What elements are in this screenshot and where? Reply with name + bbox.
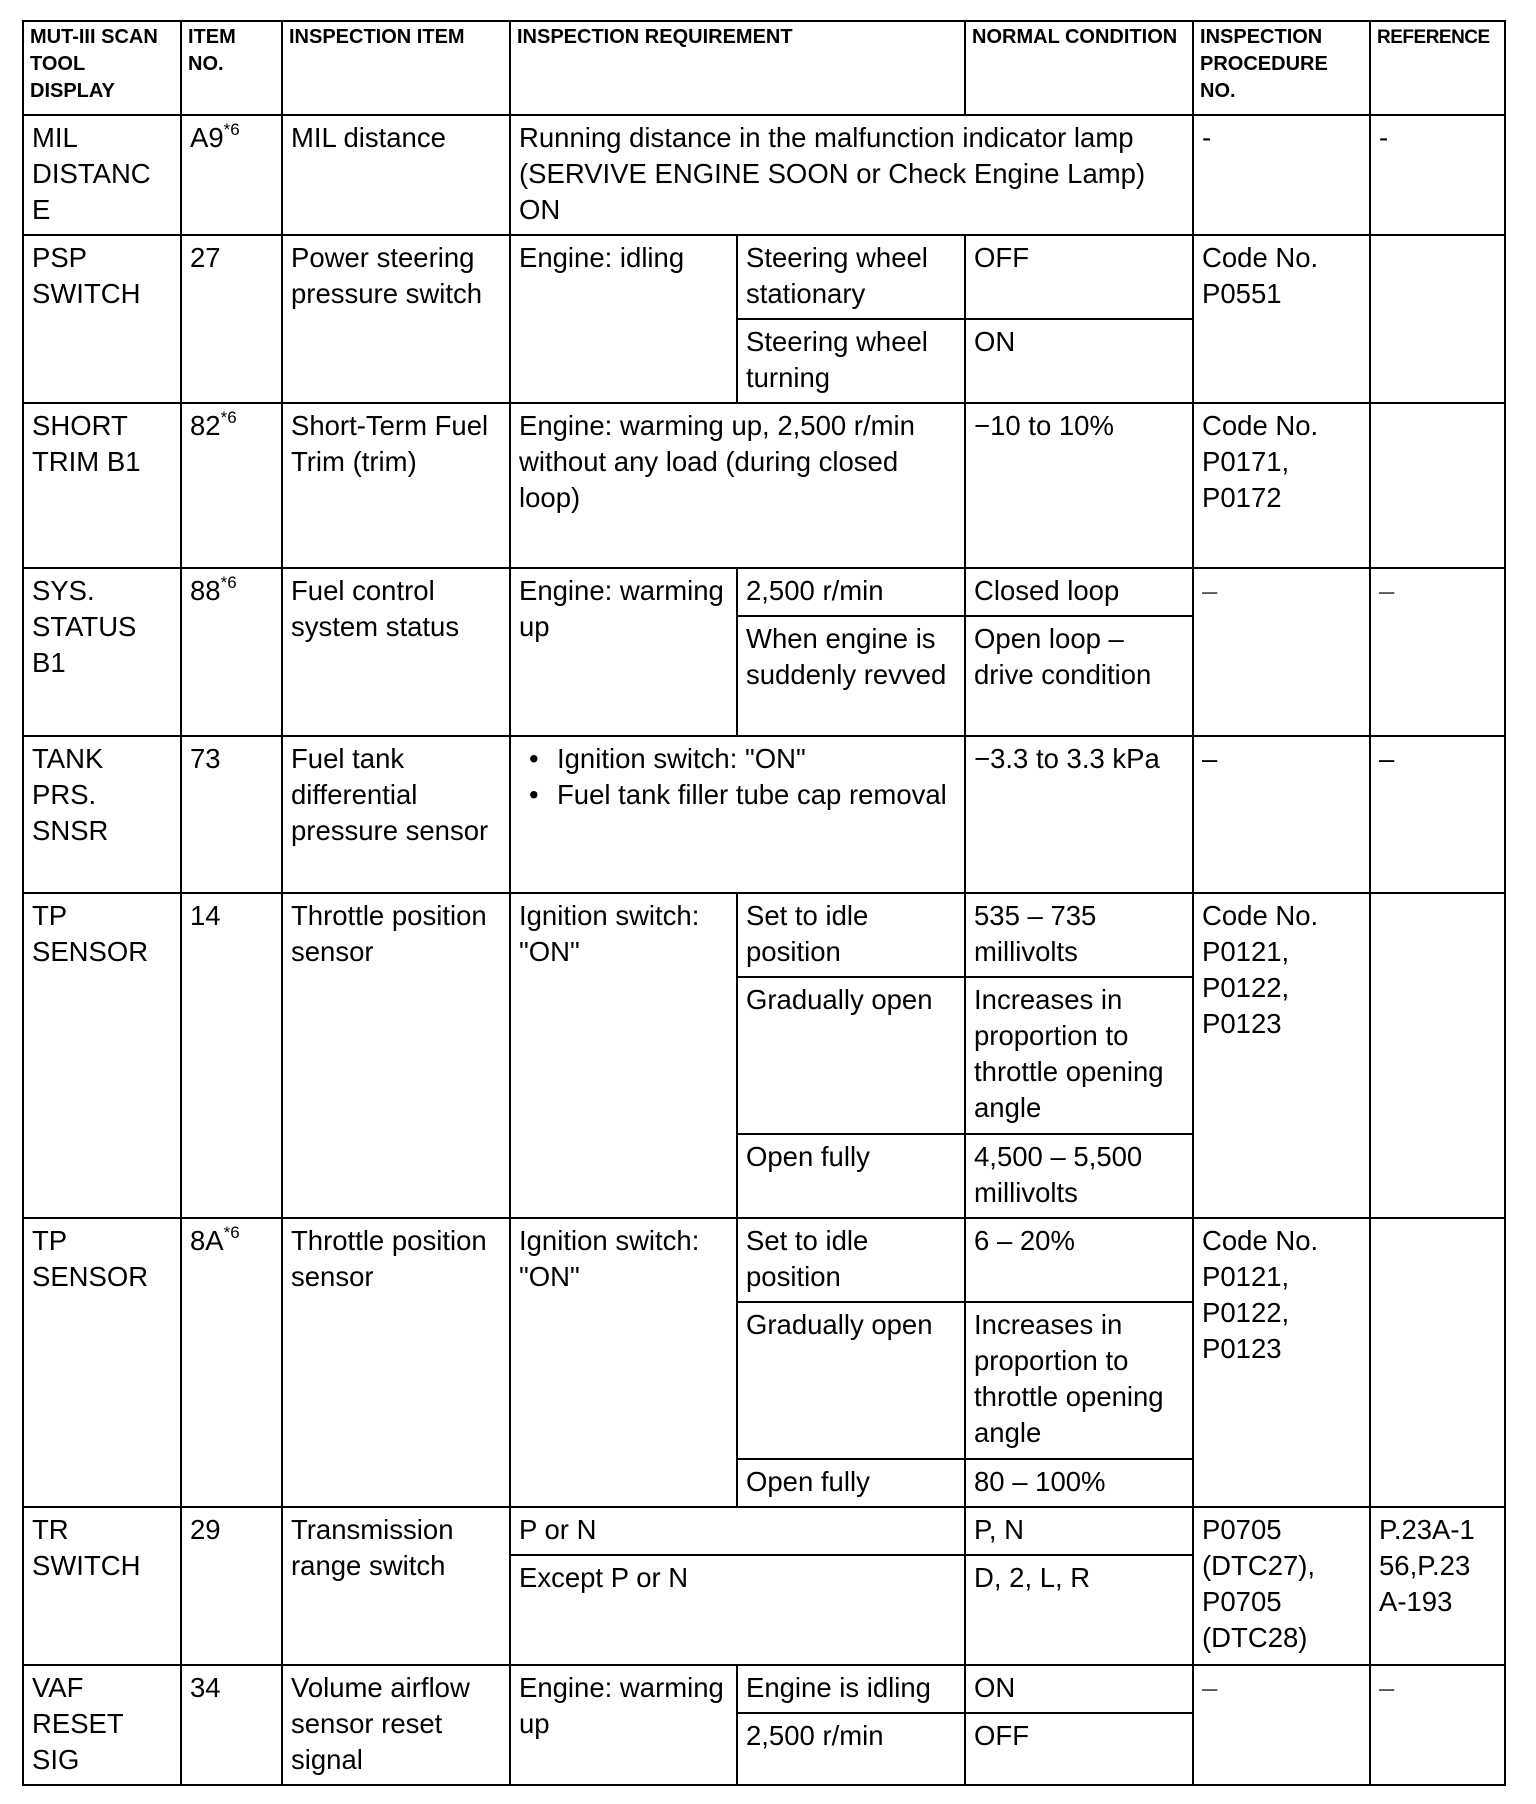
condition-cell: Steering wheel turning bbox=[737, 319, 965, 403]
procedure-cell: – bbox=[1193, 1665, 1370, 1785]
condition-cell: Set to idle position bbox=[737, 1218, 965, 1302]
requirement-cell: Engine: warming up bbox=[510, 568, 737, 736]
display-cell: TP SENSOR bbox=[23, 1218, 181, 1507]
normal-cell: Increases in proportion to throttle opening angle bbox=[965, 1302, 1193, 1459]
normal-cell: −3.3 to 3.3 kPa bbox=[965, 736, 1193, 893]
requirement-cell: Engine: idling bbox=[510, 235, 737, 403]
reference-cell: – bbox=[1370, 568, 1505, 736]
footnote-mark: *6 bbox=[220, 408, 237, 427]
table-row bbox=[23, 403, 1505, 568]
normal-cell: Open loop – drive condition bbox=[965, 616, 1193, 736]
procedure-cell: – bbox=[1193, 568, 1370, 736]
procedure-cell: – bbox=[1193, 736, 1370, 893]
table-row bbox=[23, 568, 1505, 616]
header-row bbox=[23, 21, 1505, 115]
table-row bbox=[23, 1507, 1505, 1555]
display-cell: TP SENSOR bbox=[23, 893, 181, 1218]
requirement-list bbox=[519, 741, 956, 813]
display-cell: SHORT TRIM B1 bbox=[23, 403, 181, 568]
procedure-cell: Code No. P0171, P0172 bbox=[1193, 403, 1370, 568]
display-cell: MIL DISTANC E bbox=[23, 115, 181, 235]
header-item: INSPECTION ITEM bbox=[282, 21, 510, 115]
item-no-cell bbox=[181, 568, 282, 736]
requirement-cell: Engine: warming up, 2,500 r/min without any load (during closed loop) bbox=[510, 403, 965, 568]
display-cell: TANK PRS. SNSR bbox=[23, 736, 181, 893]
footnote-mark: *6 bbox=[223, 120, 240, 139]
item-cell: Short-Term Fuel Trim (trim) bbox=[282, 403, 510, 568]
header-item-no: ITEM NO. bbox=[181, 21, 282, 115]
procedure-cell: Code No. P0551 bbox=[1193, 235, 1370, 403]
item-no: 82 bbox=[190, 410, 221, 441]
item-no-cell bbox=[181, 1218, 282, 1507]
reference-cell bbox=[1370, 235, 1505, 403]
normal-cell: 6 – 20% bbox=[965, 1218, 1193, 1302]
header-requirement: INSPECTION REQUIREMENT bbox=[510, 21, 965, 115]
requirement-cell: P or N bbox=[510, 1507, 965, 1555]
normal-cell: −10 to 10% bbox=[965, 403, 1193, 568]
footnote-mark: *6 bbox=[223, 1223, 240, 1242]
table-row bbox=[23, 893, 1505, 977]
condition-cell: Set to idle position bbox=[737, 893, 965, 977]
normal-cell: ON bbox=[965, 319, 1193, 403]
footnote-mark: *6 bbox=[220, 573, 237, 592]
list-item: • Ignition switch: "ON" bbox=[519, 741, 956, 777]
reference-cell bbox=[1370, 1218, 1505, 1507]
item-cell: Volume airflow sensor reset signal bbox=[282, 1665, 510, 1785]
item-cell: Fuel control system status bbox=[282, 568, 510, 736]
normal-cell: 535 – 735 millivolts bbox=[965, 893, 1193, 977]
condition-cell: Open fully bbox=[737, 1134, 965, 1218]
condition-cell: When engine is suddenly revved bbox=[737, 616, 965, 736]
table-row bbox=[23, 1218, 1505, 1302]
requirement-cell: Ignition switch: "ON" bbox=[510, 1218, 737, 1507]
requirement-cell bbox=[510, 736, 965, 893]
condition-cell: Gradually open bbox=[737, 1302, 965, 1459]
header-display: MUT-III SCAN TOOL DISPLAY bbox=[23, 21, 181, 115]
item-cell: MIL distance bbox=[282, 115, 510, 235]
condition-cell: 2,500 r/min bbox=[737, 568, 965, 616]
reference-cell: - bbox=[1370, 115, 1505, 235]
item-no-cell bbox=[181, 115, 282, 235]
condition-cell: Steering wheel stationary bbox=[737, 235, 965, 319]
procedure-cell: Code No. P0121, P0122, P0123 bbox=[1193, 1218, 1370, 1507]
normal-cell: OFF bbox=[965, 1713, 1193, 1785]
item-no-cell: 29 bbox=[181, 1507, 282, 1665]
item-no-cell: 34 bbox=[181, 1665, 282, 1785]
item-no: 88 bbox=[190, 575, 221, 606]
item-no: 8A bbox=[190, 1225, 224, 1256]
condition-cell: Open fully bbox=[737, 1459, 965, 1507]
procedure-cell: Code No. P0121, P0122, P0123 bbox=[1193, 893, 1370, 1218]
item-cell: Power steering pressure switch bbox=[282, 235, 510, 403]
display-cell: SYS. STATUS B1 bbox=[23, 568, 181, 736]
normal-cell: Closed loop bbox=[965, 568, 1193, 616]
requirement-cell: Except P or N bbox=[510, 1555, 965, 1665]
reference-cell: P.23A-1 56,P.23 A-193 bbox=[1370, 1507, 1505, 1665]
table-row bbox=[23, 235, 1505, 319]
procedure-cell: P0705 (DTC27), P0705 (DTC28) bbox=[1193, 1507, 1370, 1665]
table-row bbox=[23, 1665, 1505, 1713]
item-no-cell: 14 bbox=[181, 893, 282, 1218]
normal-cell: P, N bbox=[965, 1507, 1193, 1555]
requirement-cell: Running distance in the malfunction indicator lamp (SERVIVE ENGINE SOON or Check Engine Lamp) ON bbox=[510, 115, 1193, 235]
normal-cell: OFF bbox=[965, 235, 1193, 319]
normal-cell: D, 2, L, R bbox=[965, 1555, 1193, 1665]
table-row bbox=[23, 736, 1505, 893]
table-row bbox=[23, 115, 1505, 235]
normal-cell: 4,500 – 5,500 millivolts bbox=[965, 1134, 1193, 1218]
item-no-cell bbox=[181, 403, 282, 568]
normal-cell: Increases in proportion to throttle opening angle bbox=[965, 977, 1193, 1134]
requirement-cell: Engine: warming up bbox=[510, 1665, 737, 1785]
procedure-cell: - bbox=[1193, 115, 1370, 235]
reference-cell bbox=[1370, 893, 1505, 1218]
item-no-cell: 27 bbox=[181, 235, 282, 403]
item-no: A9 bbox=[190, 122, 224, 153]
condition-cell: Gradually open bbox=[737, 977, 965, 1134]
reference-cell bbox=[1370, 403, 1505, 568]
condition-cell: Engine is idling bbox=[737, 1665, 965, 1713]
list-item: • Fuel tank filler tube cap removal bbox=[519, 777, 956, 813]
item-cell: Transmission range switch bbox=[282, 1507, 510, 1665]
normal-cell: ON bbox=[965, 1665, 1193, 1713]
header-procedure: INSPECTION PROCEDURE NO. bbox=[1193, 21, 1370, 115]
normal-cell: 80 – 100% bbox=[965, 1459, 1193, 1507]
item-cell: Fuel tank differential pressure sensor bbox=[282, 736, 510, 893]
item-cell: Throttle position sensor bbox=[282, 1218, 510, 1507]
reference-cell: – bbox=[1370, 1665, 1505, 1785]
display-cell: VAF RESET SIG bbox=[23, 1665, 181, 1785]
item-no-cell: 73 bbox=[181, 736, 282, 893]
header-normal: NORMAL CONDITION bbox=[965, 21, 1193, 115]
inspection-table bbox=[22, 20, 1506, 1786]
item-cell: Throttle position sensor bbox=[282, 893, 510, 1218]
display-cell: TR SWITCH bbox=[23, 1507, 181, 1665]
requirement-cell: Ignition switch: "ON" bbox=[510, 893, 737, 1218]
reference-cell: – bbox=[1370, 736, 1505, 893]
condition-cell: 2,500 r/min bbox=[737, 1713, 965, 1785]
display-cell: PSP SWITCH bbox=[23, 235, 181, 403]
header-reference: REFERENCE bbox=[1370, 21, 1505, 115]
